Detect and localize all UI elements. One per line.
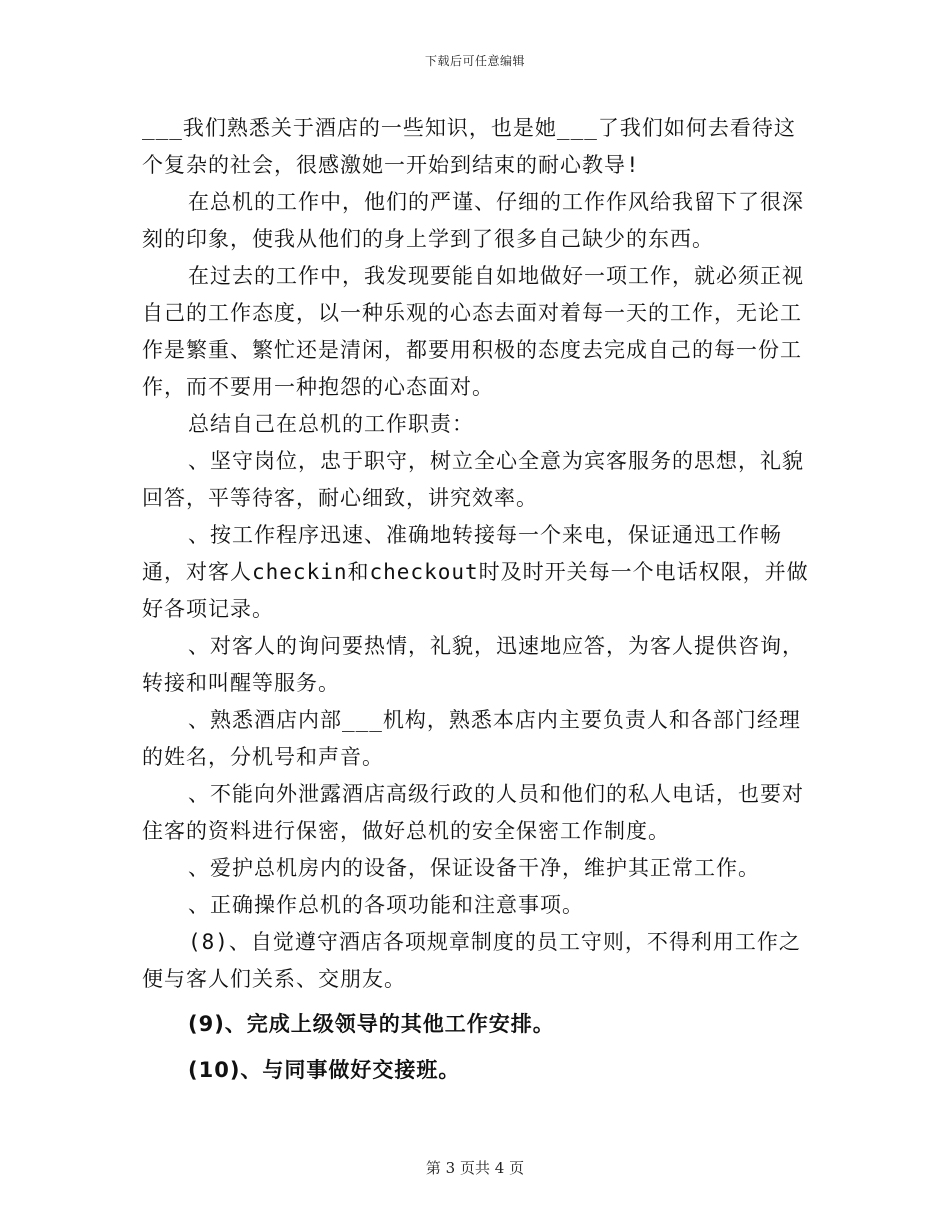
- document-body: [142, 110, 810, 1090]
- paragraph-duties-heading: 总结自己在总机的工作职责：: [188, 412, 474, 436]
- duty-item-7: 、正确操作总机的各项功能和注意事项。: [188, 893, 584, 917]
- duty-item-1: 、坚守岗位，忠于职守，树立全心全意为宾客服务的思想，礼貌回答，平等待客，耐心细致，讲究效率。: [142, 449, 804, 510]
- duty-item-5: 、不能向外泄露酒店高级行政的人员和他们的私人电话，也要对住客的资料进行保密，做好总机的安全保密工作制度。: [142, 782, 804, 843]
- duty-item-2: 、按工作程序迅速、准确地转接每一个来电，保证通迅工作畅通，对客人checkin和checkout时及时开关每一个电话权限，并做好各项记录。: [142, 523, 809, 621]
- page-footer: 第 3 页共 4 页: [425, 1159, 525, 1177]
- duty-item-10: (10)、与同事做好交接班。: [188, 1058, 461, 1082]
- duty-item-9: (9)、完成上级领导的其他工作安排。: [188, 1012, 555, 1036]
- duty-item-4: 、熟悉酒店内部___机构，熟悉本店内主要负责人和各部门经理的姓名，分机号和声音。: [142, 708, 801, 769]
- paragraph-intro: ___我们熟悉关于酒店的一些知识，也是她___了我们如何去看待这个复杂的社会，很感激她一开始到结束的耐心教导!: [142, 116, 796, 177]
- duty-item-3: 、对客人的询问要热情，礼貌，迅速地应答，为客人提供咨询，转接和叫醒等服务。: [142, 634, 804, 695]
- duty-item-8: (8)、自觉遵守酒店各项规章制度的员工守则，不得利用工作之便与客人们关系、交朋友。: [142, 930, 801, 991]
- paragraph-colleagues: 在总机的工作中，他们的严谨、仔细的工作作风给我留下了很深刻的印象，使我从他们的身上学到了很多自己缺少的东西。: [142, 190, 804, 251]
- page-header: 下载后可任意编辑: [424, 54, 525, 68]
- duty-item-6: 、爱护总机房内的设备，保证设备干净，维护其正常工作。: [188, 856, 760, 880]
- paragraph-attitude: 在过去的工作中，我发现要能自如地做好一项工作，就必须正视自己的工作态度，以一种乐观的心态去面对着每一天的工作，无论工作是繁重、繁忙还是清闲，都要用积极的态度去完成自己的每一份工作，而不要用一种抱怨的心态面对。: [142, 264, 804, 399]
